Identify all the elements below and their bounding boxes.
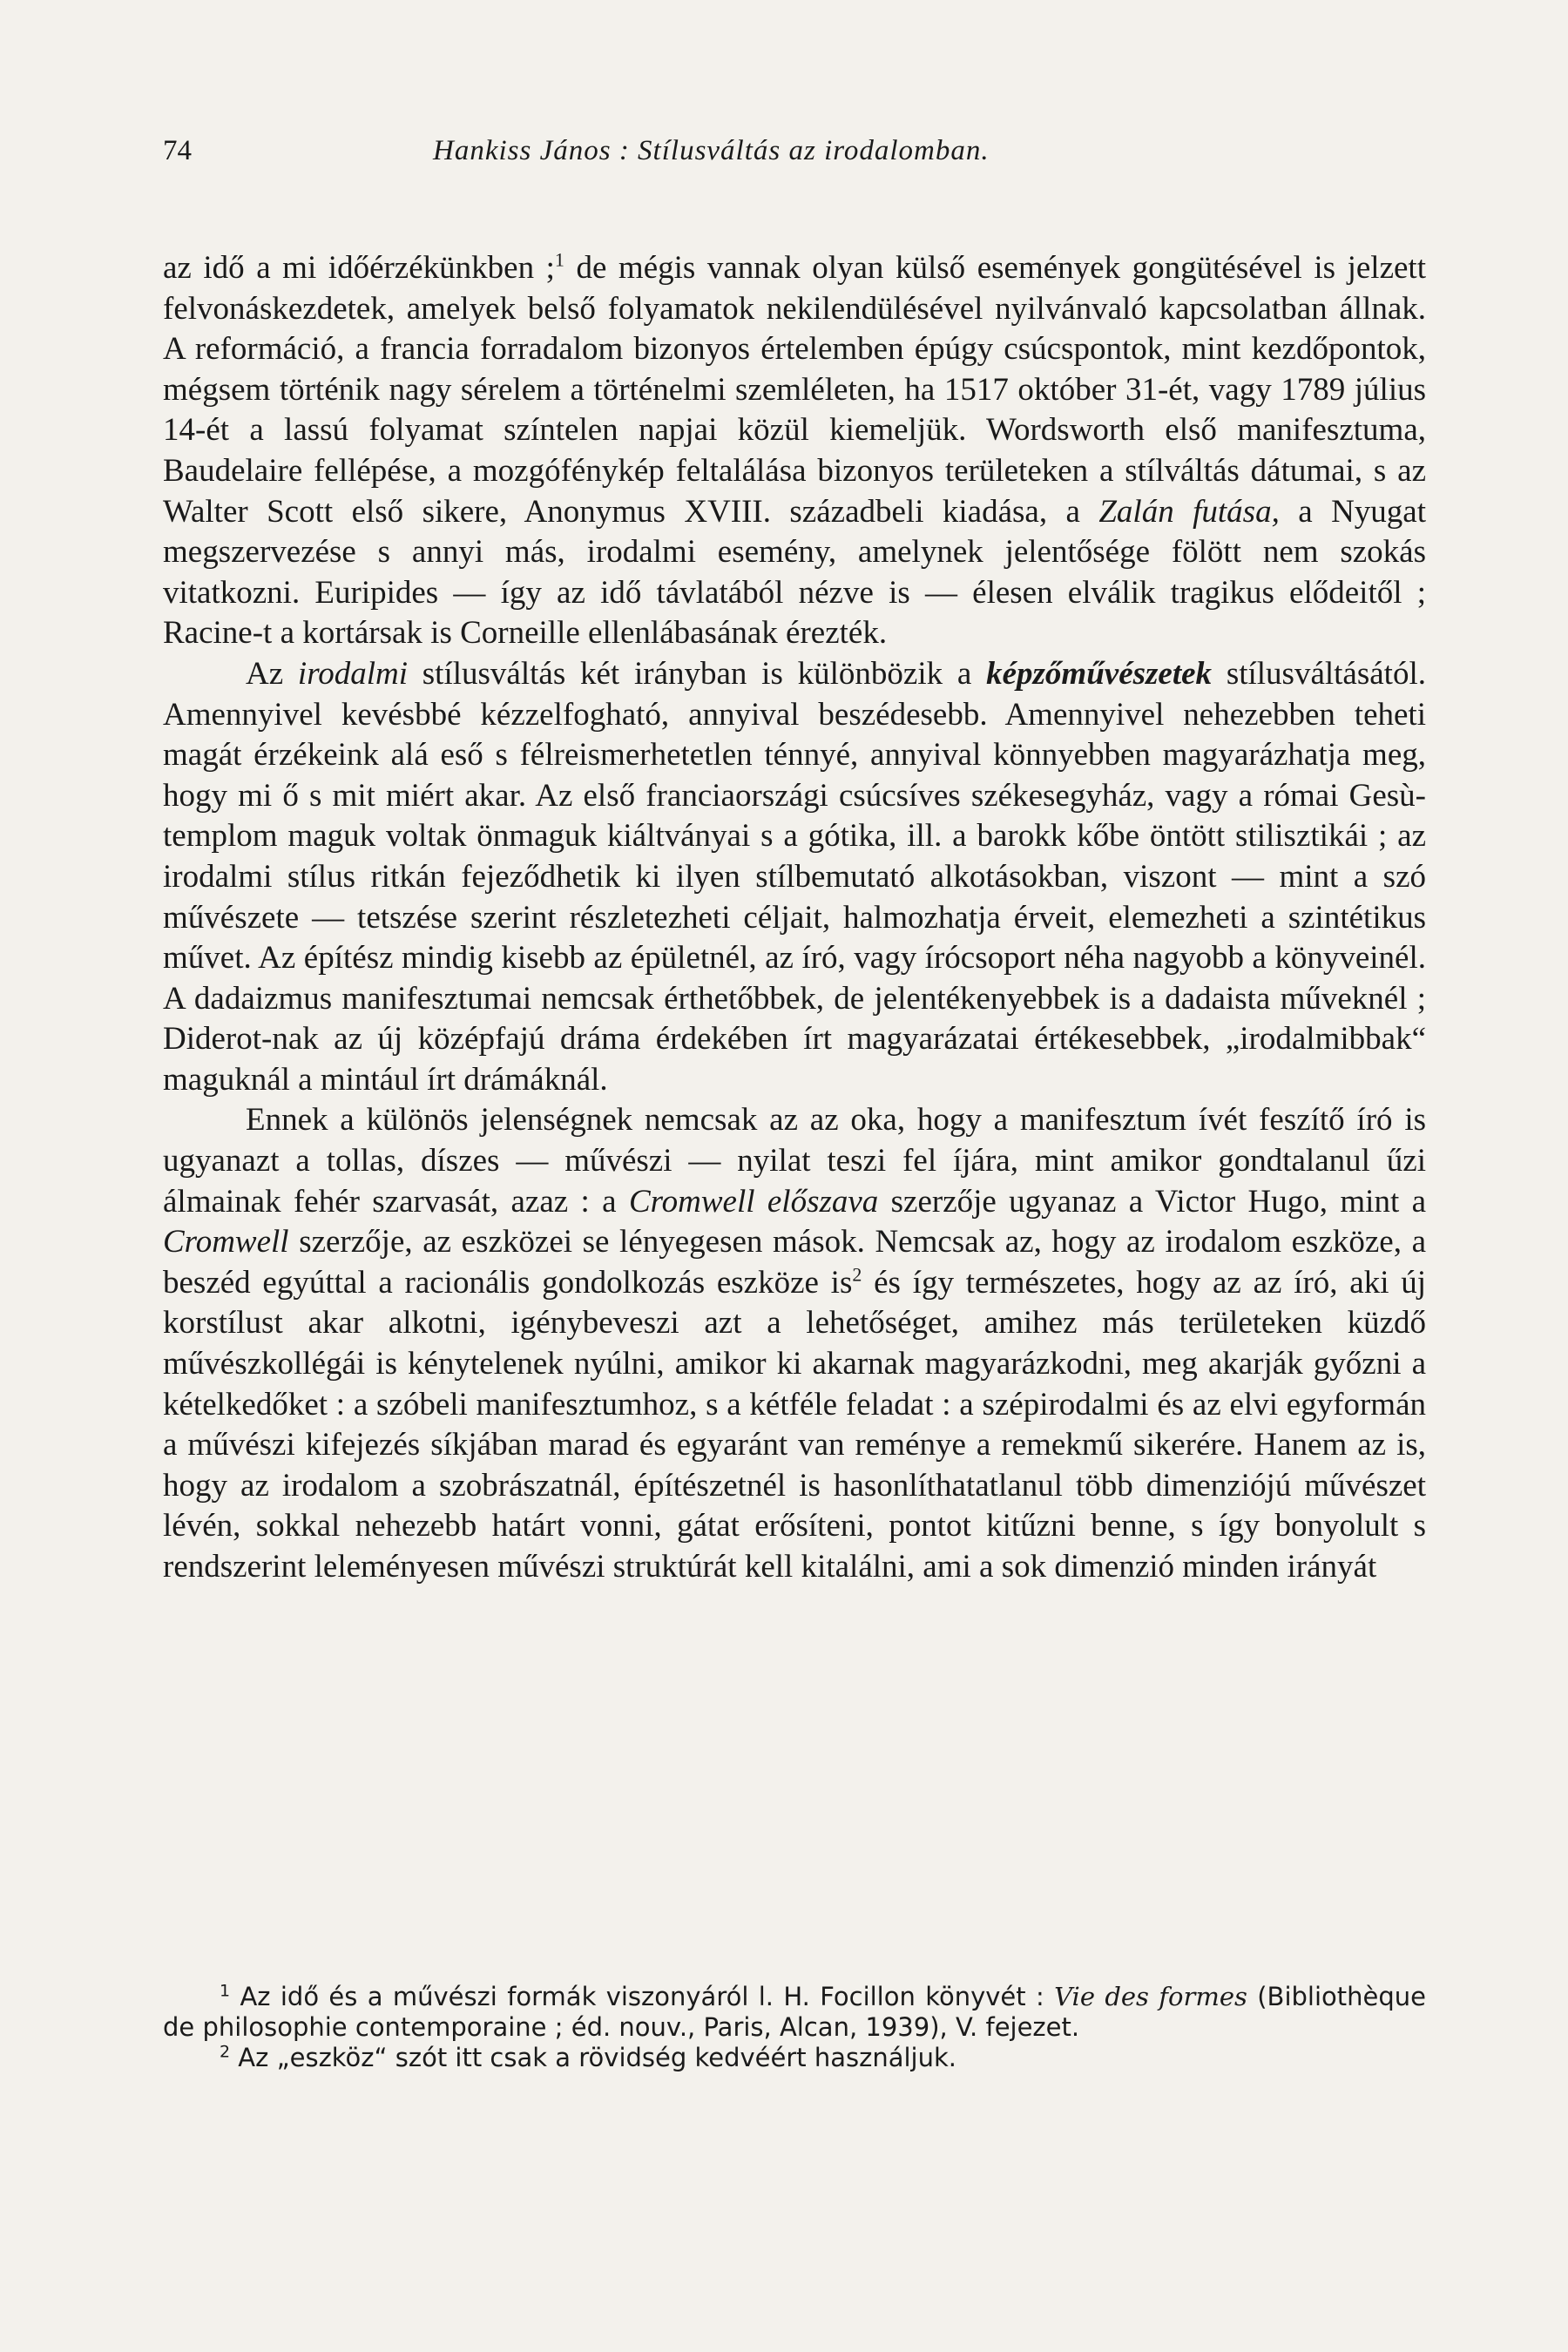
title-vie-des-formes: Vie des formes [1054, 1982, 1247, 2011]
footnote-1: $^1$ Az idő és a művészi formák viszonyáról l. H. Focillon könyvét : Vie des formes (Bibliothèque de philosophie contemporaine ; éd. nouv., Paris, Alcan, 1939), V. fejezet. [163, 1981, 1426, 2042]
footnote-mark-2: 2 [220, 2042, 231, 2062]
footnote-2: $^2$ Az „eszköz“ szót itt csak a rövidség kedvéért használjuk. [220, 2042, 956, 2072]
title-cromwell: Cromwell [163, 1224, 289, 1260]
title-zalan-futasa: Zalán futása, [1098, 493, 1280, 530]
paragraph-2: Az irodalmi stílusváltás két irányban is különbözik a képzőművészetek stílusváltásától. Amennyivel kevésbbé kézzelfogható, annyival beszédesebb. Amennyivel nehezebben teheti magát érzékeink alá eső s félreismerhetetlen ténnyé, annyival könnyebben magyarázhatja meg, hogy mi ő s mit miért akar. Az első franciaországi csúcsíves székesegyház, vagy a római Gesù-templom maguk voltak önmaguk kiáltványai s a gótika, ill. a barokk kőbe öntött stilisztikái ; az irodalmi stílus ritkán fejeződhetik ki ilyen stílbemutató alkotásokban, viszont — mint a szó művészete — tetszése szerint részletezheti céljait, halmozhatja érveit, elemezheti a szintétikus művet. Az építész mindig kisebb az épületnél, az író, vagy írócsoport néha nagyobb a könyveinél. A dadaizmus manifesztumai nemcsak érthetőbbek, de jelentékenyebbek is a dadaista műveknél ; Diderot-nak az új középfajú dráma érdekében írt magyarázatai értékesebbek, „irodalmibbak“ maguknál a mintául írt drámáknál. [163, 655, 1426, 1098]
running-head: Hankiss János : Stílusváltás az irodalomban. [433, 135, 990, 166]
footnotes [163, 1982, 1426, 2073]
page-header [163, 135, 1426, 179]
paragraph-3: Ennek a különös jelenségnek nemcsak az az oka, hogy a manifesztum ívét feszítő író is ugyanazt a tollas, díszes — művészi — nyilat teszi fel íjára, mint amikor gondtalanul űzi álmainak fehér szarvasát, azaz : a Cromwell előszava szerzője ugyanaz a Victor Hugo, mint a Cromwell szerzője, az eszközei se lényegesen mások. Nemcsak az, hogy az irodalom eszköze, a beszéd egyúttal a racionális gondolkozás eszköze $is^2$ és így természetes, hogy az az író, aki új korstílust akar alkotni, igénybeveszi azt a lehetőséget, amihez más területeken küzdő művészkollégái is kénytelenek nyúlni, amikor ki akarnak magyarázkodni, meg akarják győzni a kételkedőket : a szóbeli manifesztumhoz, s a kétféle feladat : a szépirodalmi és az elvi egyformán a művészi kifejezés síkjában marad és egyaránt van reménye a remekmű sikerére. Hanem az is, hogy az irodalom a szobrászatnál, építészetnél is hasonlíthatatlanul több dimenziójú művészet lévén, sokkal nehezebb határt vonni, gátat erősíteni, pontot kitűzni benne, s így bonyolult s rendszerint leleményesen művészi struktúrát kell kitalálni, ami a sok dimenzió minden irányát [163, 1102, 1426, 1585]
paragraph-1: az idő a mi időérzékünkben ;$^1$ de mégis vannak olyan külső események gongütésével is jelzett felvonáskezdetek, amelyek belső folyamatok nekilendülésével nyilvánvaló kapcsolatban állnak. A reformáció, a francia forradalom bizonyos értelemben épúgy csúcspontok, mint kezdőpontok, mégsem történik nagy sérelem a történelmi szemléleten, ha 1517 október 31-ét, vagy 1789 július 14-ét a lassú folyamat színtelen napjai közül kiemeljük. Wordsworth első manifesztuma, Baudelaire fellépése, a mozgófénykép feltalálása bizonyos területeken a stílváltás dátumai, s az Walter Scott első sikere, Anonymus XVIII. századbeli kiadása, a Zalán futása, a Nyugat megszervezése s annyi más, irodalmi esemény, amelynek jelentősége fölött nem szokás vitatkozni. Euripides — így az idő távlatából nézve is — élesen elválik tragikus elődeitől ; Racine-t a kortársak is Corneille ellenlábasának érezték. [163, 248, 1426, 652]
page-number: 74 [163, 135, 192, 166]
emph-irodalmi: irodalmi [297, 655, 409, 692]
body-text [163, 248, 1426, 1588]
footnote-ref-1: 1 [554, 248, 564, 271]
footnote-ref-2: 2 [852, 1263, 862, 1286]
footnote-mark-1: 1 [220, 1981, 231, 2001]
title-cromwell-eloszava: Cromwell előszava [628, 1183, 879, 1220]
emph-kepzomuveszetek: képzőművészetek [986, 655, 1213, 692]
